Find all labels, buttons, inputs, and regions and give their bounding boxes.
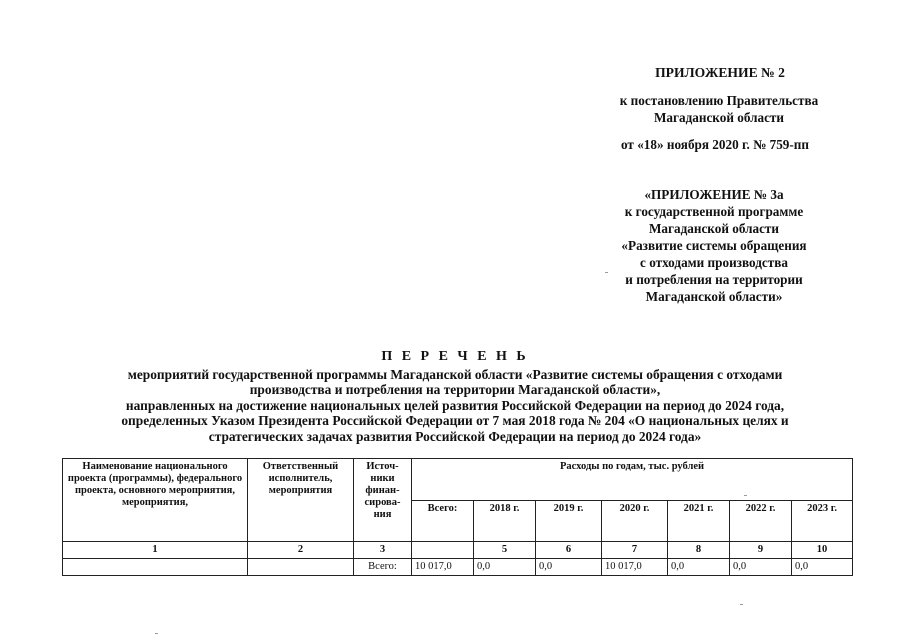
appendix-reference-line: к постановлению Правительства <box>619 93 819 108</box>
prior-appendix-line: Магаданской области» <box>645 289 783 304</box>
column-header-year: 2022 г. <box>730 500 792 542</box>
table-row <box>63 559 853 576</box>
appendix-reference-line: Магаданской области <box>653 110 785 125</box>
prior-appendix-line: «ПРИЛОЖЕНИЕ № 3а <box>644 187 784 202</box>
heading-line: направленных на достижение национальных целей развития Российской Федерации на период до 2024 года, <box>125 397 785 413</box>
column-number <box>412 542 474 559</box>
scan-speck <box>605 272 608 273</box>
column-header-year: 2020 г. <box>602 500 668 542</box>
row-value-total: 10 017,0 <box>412 559 474 576</box>
column-number: 8 <box>668 542 730 559</box>
row-source: Всего: <box>354 559 412 576</box>
column-number: 3 <box>354 542 412 559</box>
column-header-expenses: Расходы по годам, тыс. рублей <box>412 459 853 501</box>
appendix-reference <box>588 92 850 126</box>
column-number: 5 <box>474 542 536 559</box>
column-number: 9 <box>730 542 792 559</box>
column-number: 10 <box>792 542 853 559</box>
row-value-2021: 0,0 <box>668 559 730 576</box>
document-heading <box>50 349 860 444</box>
scan-speck <box>744 495 747 496</box>
column-header-executor: Ответственный исполнитель, мероприятия <box>248 459 354 542</box>
column-header-year: 2018 г. <box>474 500 536 542</box>
row-value-2023: 0,0 <box>792 559 853 576</box>
heading-line: определенных Указом Президента Российской Федерации от 7 мая 2018 года № 204 «О национальных целях и <box>121 413 789 428</box>
heading-line: стратегических задачах развития Российской Федерации на период до 2024 года» <box>208 428 702 444</box>
appendix-date: от «18» ноября 2020 г. № 759-пп <box>621 137 809 152</box>
column-number: 7 <box>602 542 668 559</box>
scan-speck <box>740 604 743 605</box>
column-header-name: Наименование национального проекта (программы), федерального проекта, основного мероприятия, мероприятия, <box>63 459 248 542</box>
prior-appendix-line: с отходами производства <box>640 255 788 270</box>
column-header-year: Всего: <box>412 500 474 542</box>
heading-line: производства и потребления на территории Магаданской области», <box>249 382 661 397</box>
column-number: 6 <box>536 542 602 559</box>
column-header-sources: Источ-ники финан-сирова-ния <box>354 459 412 542</box>
column-header-year: 2023 г. <box>792 500 853 542</box>
row-value-2022: 0,0 <box>730 559 792 576</box>
column-header-year: 2021 г. <box>668 500 730 542</box>
row-value-2019: 0,0 <box>536 559 602 576</box>
heading-line: мероприятий государственной программы Магаданской области «Развитие системы обращения с отходами <box>127 366 783 382</box>
prior-appendix-line: к государственной программе <box>624 204 804 219</box>
column-number: 2 <box>248 542 354 559</box>
appendix-title: ПРИЛОЖЕНИЕ № 2 <box>655 65 785 80</box>
table-header-row <box>63 459 853 501</box>
prior-appendix-line: «Развитие системы обращения <box>621 238 807 253</box>
prior-appendix-block <box>590 186 838 305</box>
heading-title: П Е Р Е Ч Е Н Ь <box>381 349 529 364</box>
expenses-table <box>62 458 853 576</box>
prior-appendix-line: и потребления на территории <box>625 272 803 287</box>
row-name <box>63 559 248 576</box>
column-number-row <box>63 542 853 559</box>
column-header-year: 2019 г. <box>536 500 602 542</box>
row-value-2018: 0,0 <box>474 559 536 576</box>
prior-appendix-line: Магаданской области <box>648 221 780 236</box>
column-number: 1 <box>63 542 248 559</box>
row-executor <box>248 559 354 576</box>
scan-speck <box>155 633 158 634</box>
row-value-2020: 10 017,0 <box>602 559 668 576</box>
